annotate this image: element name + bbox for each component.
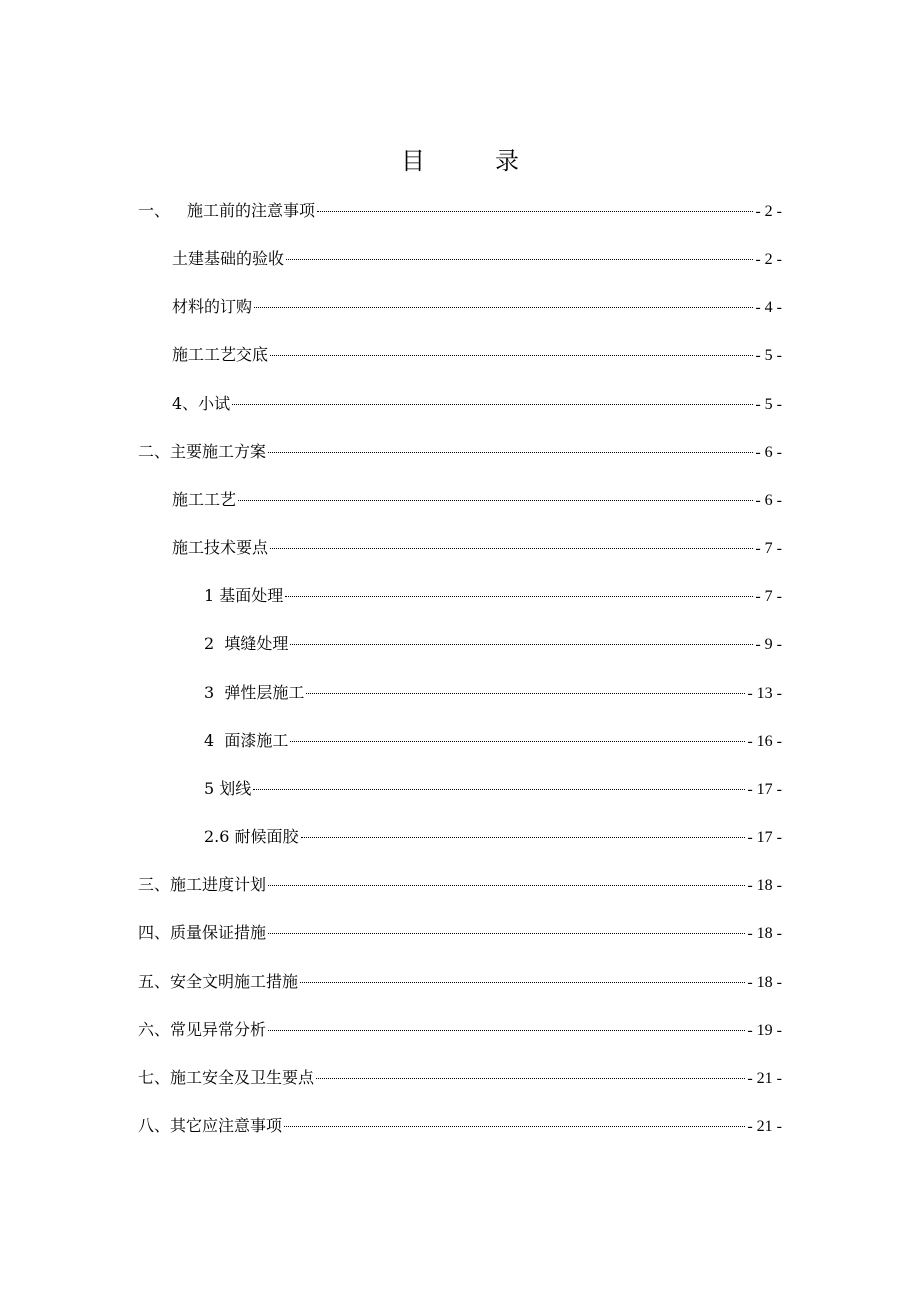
toc-entry-page: - 2 - <box>755 203 782 220</box>
toc-dot-leader <box>268 885 745 886</box>
toc-entry-page: - 2 - <box>755 251 782 268</box>
toc-entry-label: 五、安全文明施工措施 <box>138 972 299 991</box>
toc-entry[interactable] <box>172 342 782 368</box>
toc-entry[interactable] <box>138 1017 782 1043</box>
toc-entry-label: 七、施工安全及卫生要点 <box>138 1068 315 1087</box>
toc-entry-page: - 13 - <box>747 685 782 702</box>
toc-dot-leader <box>270 355 753 356</box>
toc-entry[interactable] <box>204 776 782 802</box>
toc-entry[interactable] <box>138 920 782 946</box>
toc-dot-leader <box>316 1078 745 1079</box>
toc-entry-page: - 16 - <box>747 733 782 750</box>
toc-dot-leader <box>284 1126 745 1127</box>
toc-entry-page: - 5 - <box>755 396 782 413</box>
toc-entry-label: 施工工艺交底 <box>172 345 269 364</box>
toc-dot-leader <box>290 741 745 742</box>
toc-dot-leader <box>238 500 753 501</box>
toc-dot-leader <box>232 404 753 405</box>
toc-entry-page: - 7 - <box>755 540 782 557</box>
toc-entry-label: 2 填缝处理 <box>204 634 289 653</box>
toc-entry[interactable] <box>138 439 782 465</box>
toc-entry-page: - 21 - <box>747 1118 782 1135</box>
toc-dot-leader <box>317 211 753 212</box>
toc-entry[interactable] <box>172 246 782 272</box>
toc-entry-page: - 19 - <box>747 1022 782 1039</box>
toc-entry[interactable] <box>138 198 782 224</box>
toc-entry-page: - 7 - <box>755 588 782 605</box>
toc-dot-leader <box>286 259 753 260</box>
toc-entry-page: - 17 - <box>747 829 782 846</box>
toc-entry-page: - 6 - <box>755 444 782 461</box>
toc-entry-label: 四、质量保证措施 <box>138 923 267 942</box>
toc-entry-page: - 4 - <box>755 299 782 316</box>
toc-entry-label: 六、常见异常分析 <box>138 1020 267 1039</box>
toc-dot-leader <box>285 596 753 597</box>
toc-entry-label: 八、其它应注意事项 <box>138 1116 283 1135</box>
toc-entry-label: 1 基面处理 <box>204 586 284 605</box>
toc-entry[interactable] <box>204 583 782 609</box>
toc-entry-label: 3 弹性层施工 <box>204 683 305 702</box>
toc-entry-number: 一、 <box>138 201 171 220</box>
toc-entry-page: - 9 - <box>755 636 782 653</box>
toc-entry[interactable] <box>138 969 782 995</box>
toc-dot-leader <box>253 789 745 790</box>
toc-entry-page: - 6 - <box>755 492 782 509</box>
toc-dot-leader <box>300 982 745 983</box>
toc-entry[interactable] <box>138 1065 782 1091</box>
toc-entry[interactable] <box>172 294 782 320</box>
toc-entry-label: 4 面漆施工 <box>204 731 289 750</box>
toc-entry-page: - 18 - <box>747 925 782 942</box>
toc-entry[interactable] <box>172 487 782 513</box>
toc-title-char-1: 目 <box>401 147 425 175</box>
toc-entry[interactable] <box>204 631 782 657</box>
toc-dot-leader <box>254 307 753 308</box>
toc-entry[interactable] <box>204 680 782 706</box>
toc-entry[interactable] <box>172 535 782 561</box>
toc-entry[interactable] <box>204 824 782 850</box>
toc-dot-leader <box>301 837 746 838</box>
toc-entry-page: - 18 - <box>747 877 782 894</box>
toc-dot-leader <box>270 548 753 549</box>
toc-entry-label: 2.6 耐候面胶 <box>204 827 299 846</box>
toc-dot-leader <box>268 933 745 934</box>
toc-dot-leader <box>290 644 753 645</box>
toc-entry-page: - 5 - <box>755 347 782 364</box>
toc-dot-leader <box>268 452 753 453</box>
toc-dot-leader <box>268 1030 745 1031</box>
toc-entry-page: - 18 - <box>747 974 782 991</box>
toc-entry[interactable] <box>172 391 782 417</box>
toc-entry-label: 4、小试 <box>172 394 231 413</box>
toc-entry[interactable] <box>204 728 782 754</box>
toc-entry-label: 施工技术要点 <box>172 538 269 557</box>
toc-dot-leader <box>306 693 745 694</box>
toc-entry-page: - 17 - <box>747 781 782 798</box>
toc-entry-label: 二、主要施工方案 <box>138 442 267 461</box>
toc-title-char-2: 录 <box>495 147 519 175</box>
toc-entry[interactable] <box>138 1113 782 1139</box>
toc-entry-label: 材料的订购 <box>172 297 253 316</box>
toc-entry-label: 施工前的注意事项 <box>187 201 316 220</box>
toc-entry-label: 土建基础的验收 <box>172 249 285 268</box>
toc-entry-label: 施工工艺 <box>172 490 237 509</box>
toc-entry-label: 5 划线 <box>204 779 252 798</box>
toc-entry-label: 三、施工进度计划 <box>138 875 267 894</box>
toc-title <box>0 143 920 179</box>
toc-entry[interactable] <box>138 872 782 898</box>
toc-entry-page: - 21 - <box>747 1070 782 1087</box>
